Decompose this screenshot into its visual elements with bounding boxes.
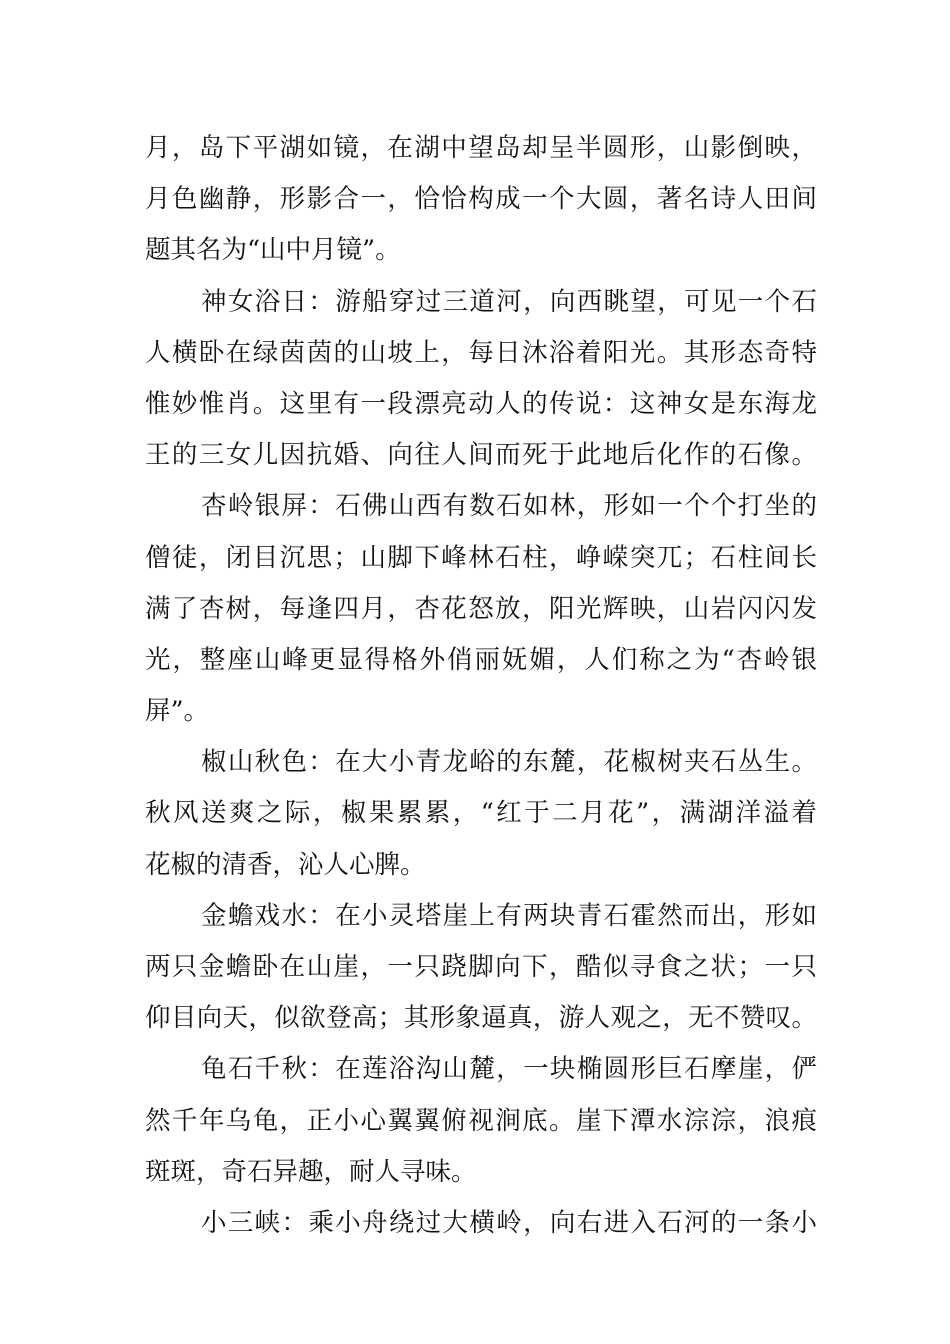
text-line: 满了杏树，每逢四月，杏花怒放，阳光辉映，山岩闪闪发 xyxy=(145,593,817,624)
text-line: 王的三女儿因抗婚、向往人间而死于此地后化作的石像。 xyxy=(145,440,817,471)
text-line: 僧徒，闭目沉思；山脚下峰林石柱，峥嵘突兀；石柱间长 xyxy=(145,542,817,573)
body-text xyxy=(145,123,817,1249)
text-line: 仰目向天，似欲登高；其形象逼真，游人观之，无不赞叹。 xyxy=(145,1003,817,1034)
text-line: 花椒的清香，沁人心脾。 xyxy=(145,849,426,880)
text-line: 金蟾戏水：在小灵塔崖上有两块青石霍然而出，形如 xyxy=(201,900,817,931)
text-line: 斑斑，奇石异趣，耐人寻味。 xyxy=(145,1156,477,1187)
text-line: 月，岛下平湖如镜，在湖中望岛却呈半圆形，山影倒映， xyxy=(145,133,817,163)
text-line: 小三峡：乘小舟绕过大横岭，向右进入石河的一条小 xyxy=(201,1207,817,1238)
text-line: 光，整座山峰更显得格外俏丽妩媚，人们称之为“杏岭银 xyxy=(145,644,817,675)
text-line: 然千年乌龟，正小心翼翼俯视涧底。崖下潭水淙淙，浪痕 xyxy=(145,1105,817,1136)
text-line: 两只金蟾卧在山崖，一只跷脚向下，酷似寻食之状；一只 xyxy=(145,952,817,982)
text-line: 秋风送爽之际，椒果累累，“红于二月花”，满湖洋溢着 xyxy=(145,798,817,829)
text-line: 题其名为“山中月镜”。 xyxy=(145,235,401,266)
text-line: 人横卧在绿茵茵的山坡上，每日沐浴着阳光。其形态奇特 xyxy=(145,337,817,368)
text-line: 龟石千秋：在莲浴沟山麓，一块椭圆形巨石摩崖，俨 xyxy=(201,1054,817,1085)
text-line: 屏”。 xyxy=(145,696,210,727)
text-line: 杏岭银屏：石佛山西有数石如林，形如一个个打坐的 xyxy=(201,491,817,522)
text-line: 神女浴日：游船穿过三道河，向西眺望，可见一个石 xyxy=(201,286,817,317)
text-line: 月色幽静，形影合一，恰恰构成一个大圆，著名诗人田间 xyxy=(145,184,817,215)
text-line: 椒山秋色：在大小青龙峪的东麓，花椒树夹石丛生。 xyxy=(201,747,817,778)
text-line: 惟妙惟肖。这里有一段漂亮动人的传说：这神女是东海龙 xyxy=(145,388,817,419)
